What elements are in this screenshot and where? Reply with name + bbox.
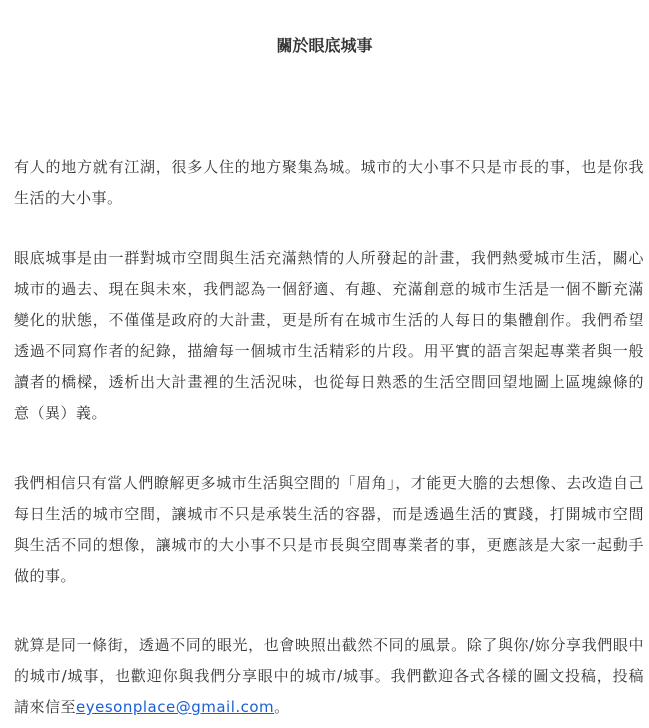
page-title: 關於眼底城事 — [276, 36, 373, 55]
contribution-text: 就算是同一條街，透過不同的眼光，也會映照出截然不同的風景。除了與你/妳分享我們眼中的城市/城事，也歡迎你與我們分享眼中的城市/城事。我們歡迎各式各樣的圖文投稿，投稿請來信至 — [14, 636, 644, 716]
contribution-ending: 。 — [274, 698, 290, 716]
intro-paragraph: 有人的地方就有江湖，很多人住的地方聚集為城。城市的大小事不只是市長的事，也是你我生活的大小事。 — [14, 158, 644, 207]
contribution-paragraph — [14, 630, 644, 723]
belief-paragraph: 我們相信只有當人們瞭解更多城市生活與空間的「眉角」，才能更大膽的去想像、去改造自己每日生活的城市空間，讓城市不只是承裝生活的容器，而是透過生活的實踐，打開城市空間與生活不同的想像，讓城市的大小事不只是市長與空間專業者的事，更應該是大家一起動手做的事。 — [14, 474, 644, 585]
contact-email-link[interactable]: eyesonplace@gmail.com — [76, 698, 275, 716]
mission-paragraph: 眼底城事是由一群對城市空間與生活充滿熱情的人所發起的計畫，我們熱愛城市生活，關心城市的過去、現在與未來，我們認為一個舒適、有趣、充滿創意的城市生活是一個不斷充滿變化的狀態，不僅僅是政府的大計畫，更是所有在城市生活的人每日的集體創作。我們希望透過不同寫作者的紀錄，描繪每一個城市生活精彩的片段。用平實的語言架起專業者與一般讀者的橋樑，透析出大計畫裡的生活況味，也從每日熟悉的生活空間回望地圖上區塊線條的意（異）義。 — [14, 249, 644, 422]
